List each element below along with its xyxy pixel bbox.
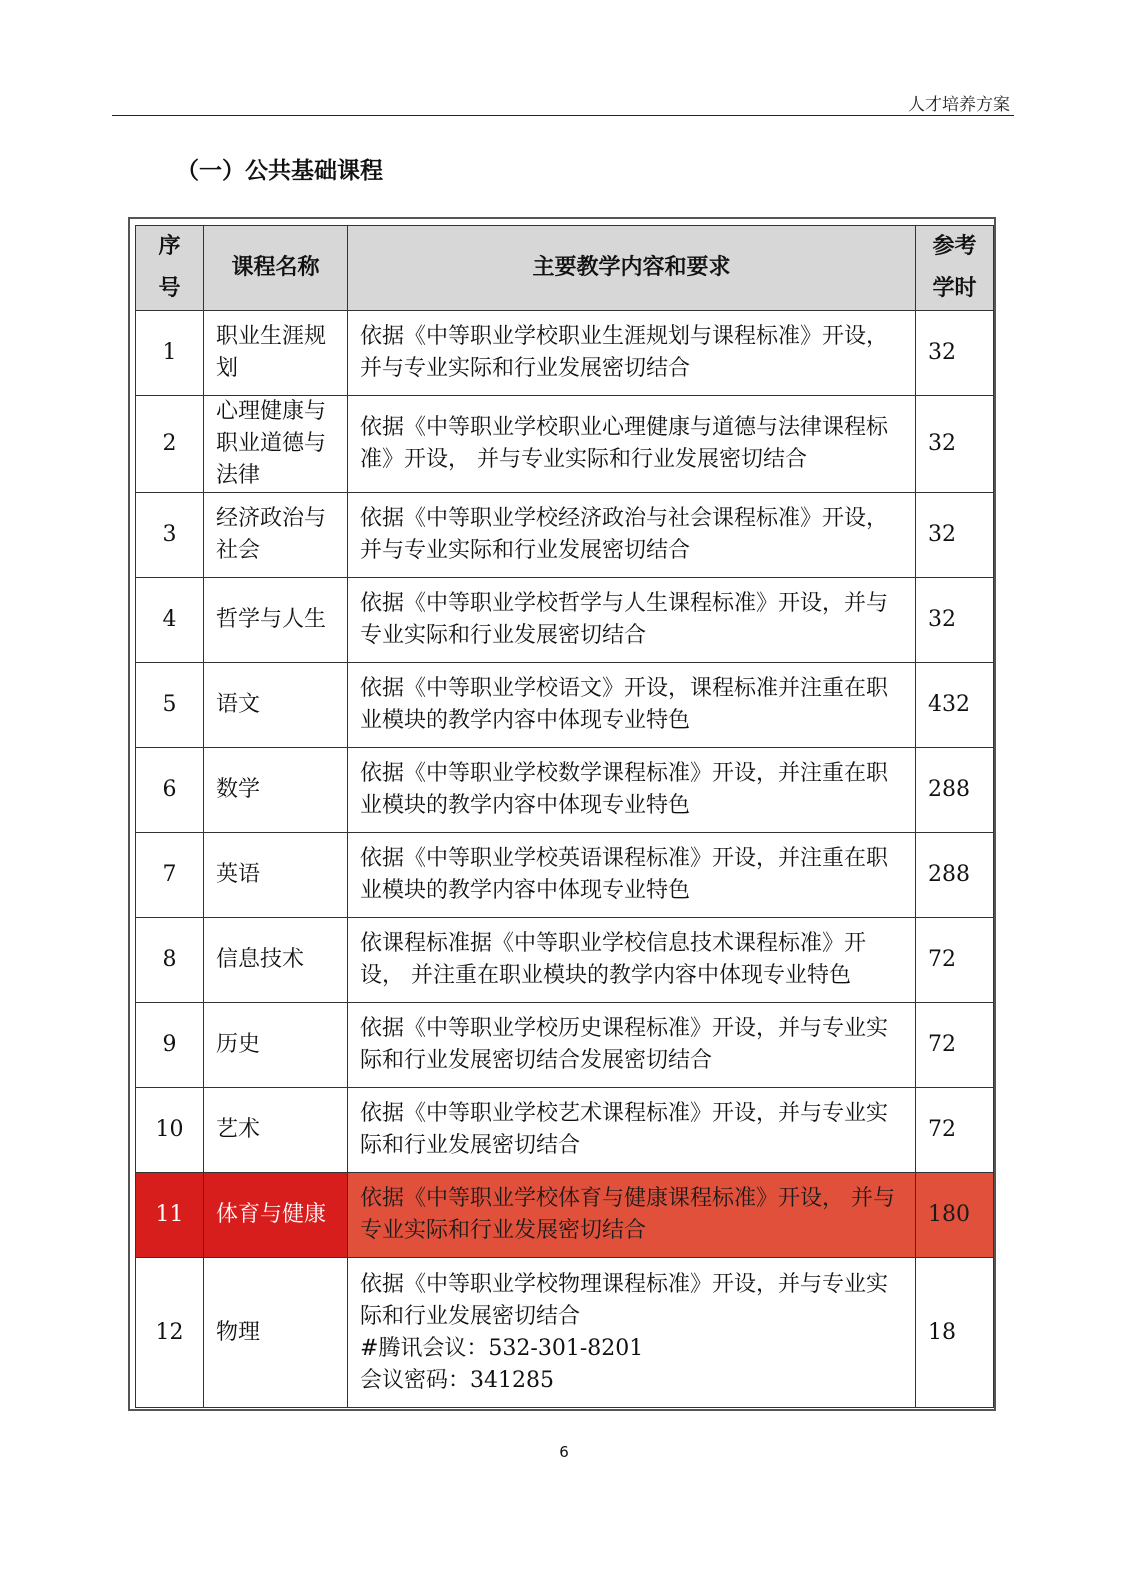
meeting-password-text: 会议密码：341285 <box>360 1367 554 1393</box>
row-hours: 288 <box>916 748 994 833</box>
row-desc-text: 依据《中等职业学校物理课程标准》开设，并与专业实际和行业发展密切结合 <box>360 1271 889 1329</box>
row-no: 6 <box>136 748 204 833</box>
table-row <box>136 663 994 748</box>
table-row <box>136 918 994 1003</box>
row-name: 艺术 <box>204 1088 348 1173</box>
row-no: 7 <box>136 833 204 918</box>
row-name: 历史 <box>204 1003 348 1088</box>
header-hours-line2: 学时 <box>932 276 977 301</box>
row-name: 语文 <box>204 663 348 748</box>
header-no-line1: 序 <box>158 234 181 259</box>
header-no-line2: 号 <box>158 276 181 301</box>
row-name: 信息技术 <box>204 918 348 1003</box>
table-row <box>136 396 994 493</box>
row-no: 9 <box>136 1003 204 1088</box>
row-hours: 72 <box>916 1003 994 1088</box>
table-row <box>136 493 994 578</box>
row-no: 3 <box>136 493 204 578</box>
header-hours-line1: 参考 <box>932 234 977 259</box>
row-no: 10 <box>136 1088 204 1173</box>
row-name: 经济政治与社会 <box>204 493 348 578</box>
row-name: 职业生涯规划 <box>204 311 348 396</box>
table-row <box>136 311 994 396</box>
table-row <box>136 1258 994 1408</box>
row-desc <box>348 1258 916 1408</box>
row-hours: 288 <box>916 833 994 918</box>
row-no: 5 <box>136 663 204 748</box>
row-desc: 依据《中等职业学校语文》开设，课程标准并注重在职业模块的教学内容中体现专业特色 <box>348 663 916 748</box>
table-header-row <box>136 226 994 311</box>
course-table <box>135 225 994 1408</box>
row-hours: 32 <box>916 493 994 578</box>
row-desc-text: 依课程标准据《中等职业学校信息技术课程标准》开设， 并注重在职业模块的教学内容中体现专业特色 <box>360 931 867 988</box>
row-hours: 18 <box>916 1258 994 1408</box>
table-row <box>136 578 994 663</box>
row-desc: 依据《中等职业学校历史课程标准》开设，并与专业实际和行业发展密切结合发展密切结合 <box>348 1003 916 1088</box>
row-no: 11 <box>136 1173 204 1258</box>
header-name: 课程名称 <box>204 226 348 311</box>
row-no: 12 <box>136 1258 204 1408</box>
table-row <box>136 1088 994 1173</box>
row-name: 数学 <box>204 748 348 833</box>
row-hours: 180 <box>916 1173 994 1258</box>
row-no: 1 <box>136 311 204 396</box>
row-desc: 依据《中等职业学校哲学与人生课程标准》开设，并与专业实际和行业发展密切结合 <box>348 578 916 663</box>
row-hours: 432 <box>916 663 994 748</box>
row-desc <box>348 918 916 1003</box>
row-no: 8 <box>136 918 204 1003</box>
meeting-id-text: #腾讯会议：532-301-8201 <box>360 1335 644 1361</box>
header-hours <box>916 226 994 311</box>
row-desc: 依据《中等职业学校职业心理健康与道德与法律课程标准》开设， 并与专业实际和行业发展密切结合 <box>348 396 916 493</box>
table-row <box>136 1003 994 1088</box>
row-desc: 依据《中等职业学校体育与健康课程标准》开设， 并与专业实际和行业发展密切结合 <box>348 1173 916 1258</box>
row-desc: 依据《中等职业学校艺术课程标准》开设，并与专业实际和行业发展密切结合 <box>348 1088 916 1173</box>
row-name: 英语 <box>204 833 348 918</box>
header-title: 人才培养方案 <box>908 95 1010 115</box>
row-hours: 32 <box>916 311 994 396</box>
row-no: 2 <box>136 396 204 493</box>
header-rule <box>112 115 1014 116</box>
row-hours: 32 <box>916 578 994 663</box>
course-table-frame <box>128 217 996 1411</box>
row-name: 物理 <box>204 1258 348 1408</box>
row-name: 哲学与人生 <box>204 578 348 663</box>
header-content: 主要教学内容和要求 <box>348 226 916 311</box>
table-row-highlighted <box>136 1173 994 1258</box>
row-desc: 依据《中等职业学校职业生涯规划与课程标准》开设，并与专业实际和行业发展密切结合 <box>348 311 916 396</box>
table-row <box>136 833 994 918</box>
row-hours: 72 <box>916 1088 994 1173</box>
section-heading: （一）公共基础课程 <box>176 158 383 184</box>
row-hours: 72 <box>916 918 994 1003</box>
header-no <box>136 226 204 311</box>
row-desc: 依据《中等职业学校英语课程标准》开设，并注重在职业模块的教学内容中体现专业特色 <box>348 833 916 918</box>
row-no: 4 <box>136 578 204 663</box>
row-name: 心理健康与职业道德与法律 <box>204 396 348 493</box>
row-desc: 依据《中等职业学校经济政治与社会课程标准》开设， 并与专业实际和行业发展密切结合 <box>348 493 916 578</box>
page-number: 6 <box>559 1443 569 1461</box>
row-hours: 32 <box>916 396 994 493</box>
row-name: 体育与健康 <box>204 1173 348 1258</box>
row-desc: 依据《中等职业学校数学课程标准》开设，并注重在职业模块的教学内容中体现专业特色 <box>348 748 916 833</box>
table-row <box>136 748 994 833</box>
